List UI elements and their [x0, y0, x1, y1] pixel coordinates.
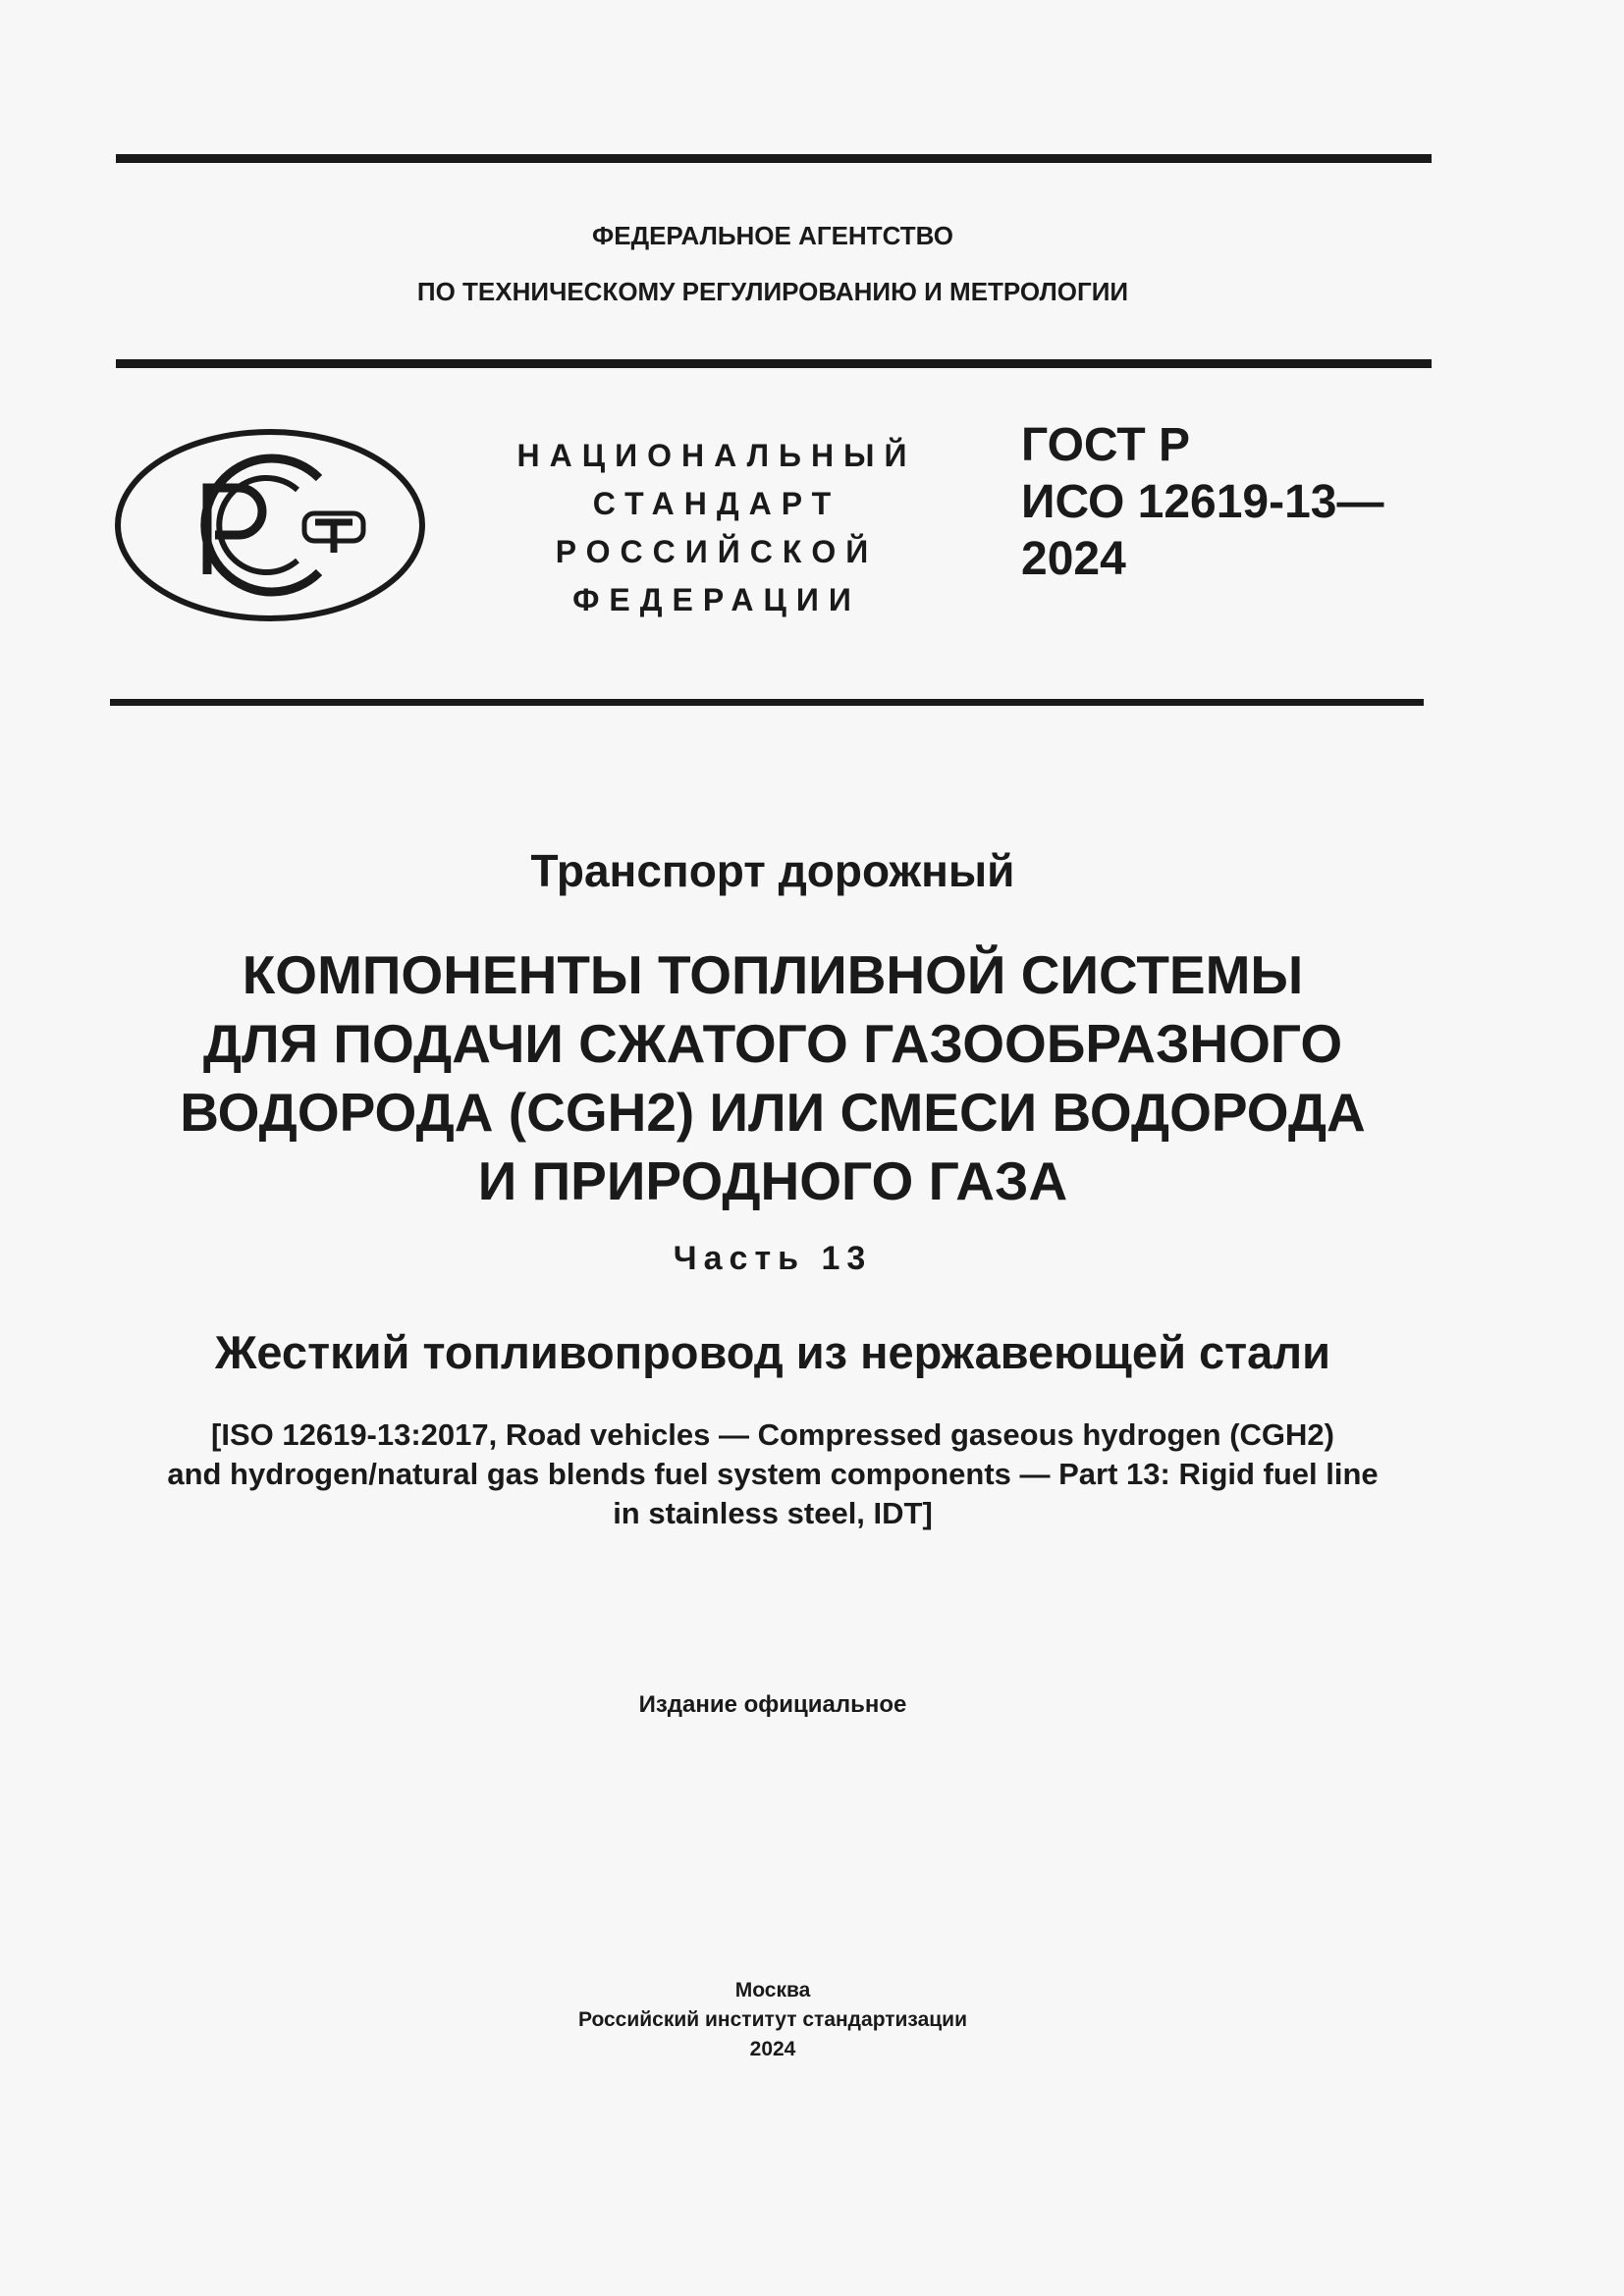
part-title: Жесткий топливопровод из нержавеющей стали [214, 1326, 1331, 1378]
designation-line-3: 2024 [1021, 533, 1126, 585]
national-line-3: РОССИЙСКОЙ [555, 534, 879, 569]
designation-rule [110, 699, 1424, 706]
standard-designation [1021, 417, 1384, 588]
designation-line-1: ГОСТ Р [1021, 419, 1191, 471]
rst-logo-icon [113, 427, 427, 623]
national-line-4: ФЕДЕРАЦИИ [572, 582, 861, 617]
header-rule [116, 359, 1432, 368]
imprint-year: 2024 [749, 2038, 796, 2060]
document-subtitle: Транспорт дорожный [530, 845, 1015, 896]
national-line-1: НАЦИОНАЛЬНЫЙ [516, 438, 917, 473]
agency-line-1: ФЕДЕРАЛЬНОЕ АГЕНТСТВО [592, 221, 953, 250]
national-line-2: СТАНДАРТ [592, 486, 841, 521]
edition-label: Издание официальное [638, 1691, 907, 1718]
main-title-line-1: КОМПОНЕНТЫ ТОПЛИВНОЙ СИСТЕМЫ [242, 944, 1304, 1005]
designation-line-2: ИСО 12619-13— [1021, 476, 1384, 528]
iso-reference [0, 1415, 1545, 1533]
imprint [0, 1976, 1545, 2064]
main-title-line-3: ВОДОРОДА (CGH2) ИЛИ СМЕСИ ВОДОРОДА [180, 1082, 1366, 1143]
iso-line-1: [ISO 12619-13:2017, Road vehicles — Compressed gaseous hydrogen (CGH2) [211, 1417, 1334, 1452]
imprint-city: Москва [734, 1979, 811, 2002]
top-rule [116, 154, 1432, 163]
iso-line-2: and hydrogen/natural gas blends fuel system components — Part 13: Rigid fuel line [167, 1457, 1379, 1491]
iso-line-3: in stainless steel, IDT] [613, 1496, 933, 1530]
agency-line-2: ПО ТЕХНИЧЕСКОМУ РЕГУЛИРОВАНИЮ И МЕТРОЛОГИИ [416, 277, 1129, 306]
document-main-title [0, 940, 1545, 1215]
national-standard-label [511, 432, 923, 624]
main-title-line-2: ДЛЯ ПОДАЧИ СЖАТОГО ГАЗООБРАЗНОГО [202, 1013, 1343, 1074]
imprint-publisher: Российский институт стандартизации [577, 2008, 968, 2031]
part-number: Часть 13 [673, 1240, 873, 1277]
main-title-line-4: И ПРИРОДНОГО ГАЗА [477, 1150, 1068, 1211]
